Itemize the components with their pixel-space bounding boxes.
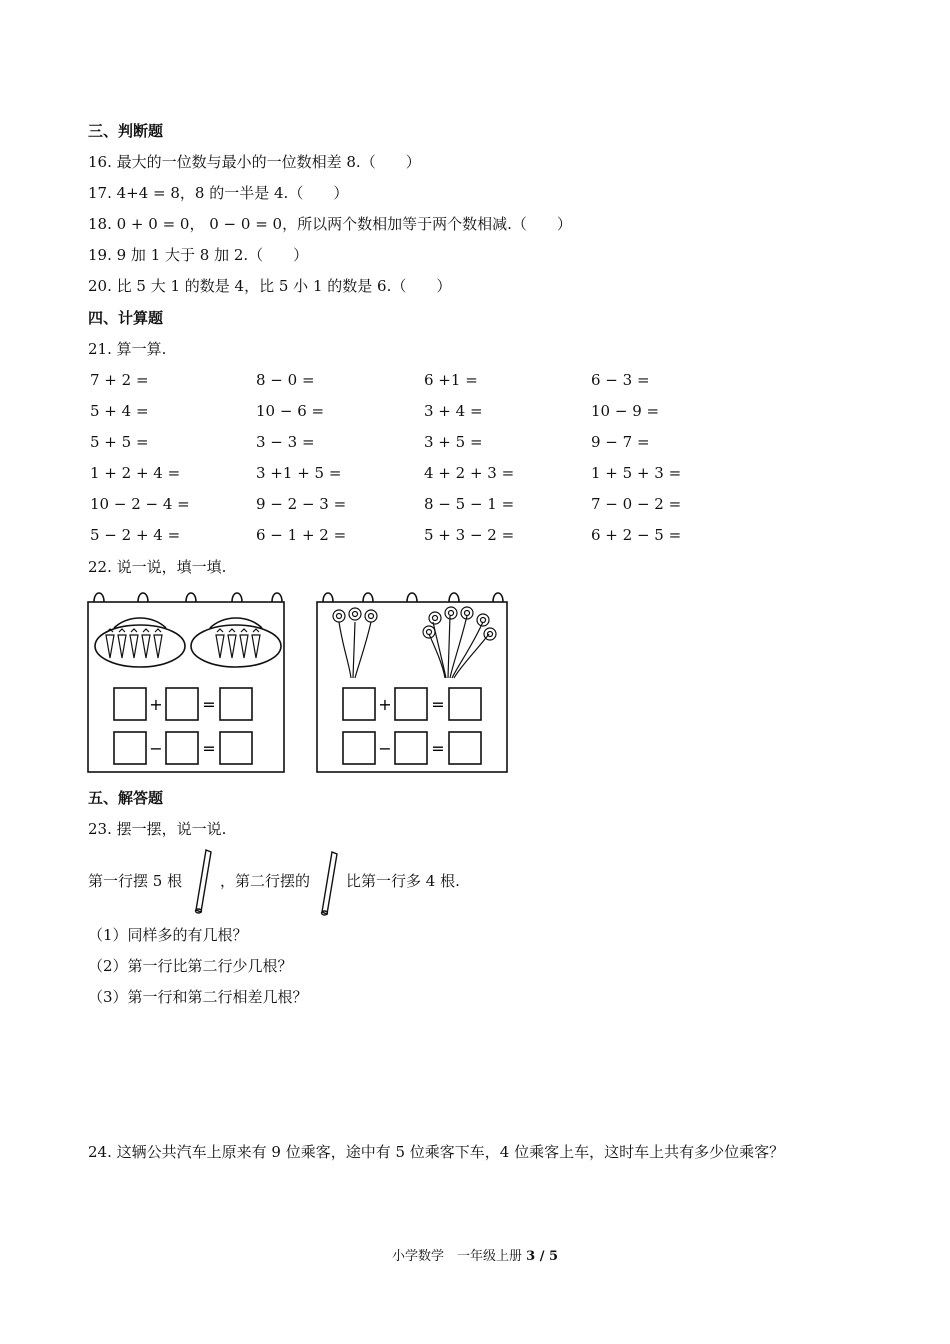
question-23-sub-3: （3）第一行和第二行相差几根？ xyxy=(88,988,308,1006)
stick-text-2: ，第二行摆的 xyxy=(220,872,311,890)
calc-item: 9 − 2 − 3 = xyxy=(256,495,347,513)
calc-item: 3 − 3 = xyxy=(256,433,315,451)
answer-box[interactable] xyxy=(220,732,252,764)
question-23-sub-2: （2）第一行比第二行少几根？ xyxy=(88,957,293,975)
equals-sign: = xyxy=(431,695,445,714)
answer-box[interactable] xyxy=(220,688,252,720)
question-19: 19. 9 加 1 大于 8 加 2.（ ） xyxy=(88,246,309,264)
stick-icon xyxy=(318,850,340,920)
answer-box[interactable] xyxy=(449,688,481,720)
calc-item: 10 − 6 = xyxy=(256,402,325,420)
minus-sign: − xyxy=(149,739,163,758)
calc-item: 3 +1 + 5 = xyxy=(256,464,342,482)
question-20: 20. 比 5 大 1 的数是 4，比 5 小 1 的数是 6.（ ） xyxy=(88,277,452,295)
plus-sign: + xyxy=(378,695,392,714)
stick-icon xyxy=(192,848,214,918)
flower-icon xyxy=(423,607,496,678)
page-number: 3 / 5 xyxy=(526,1249,559,1264)
calc-item: 10 − 2 − 4 = xyxy=(90,495,190,513)
section-title-judgement: 三、判断题 xyxy=(88,122,164,140)
answer-box[interactable] xyxy=(449,732,481,764)
calc-item: 6 − 1 + 2 = xyxy=(256,526,347,544)
question-17: 17. 4+4 = 8，8 的一半是 4.（ ） xyxy=(88,184,349,202)
calc-item: 8 − 0 = xyxy=(256,371,315,389)
answer-box[interactable] xyxy=(343,732,375,764)
calc-item: 5 + 4 = xyxy=(90,402,149,420)
equals-sign: = xyxy=(431,739,445,758)
answer-box[interactable] xyxy=(343,688,375,720)
calc-item: 6 + 2 − 5 = xyxy=(591,526,682,544)
flower-figure xyxy=(315,588,511,776)
answer-box[interactable] xyxy=(114,688,146,720)
calc-item: 6 − 3 = xyxy=(591,371,650,389)
calc-item: 4 + 2 + 3 = xyxy=(424,464,515,482)
section-title-answers: 五、解答题 xyxy=(88,789,164,807)
question-21-title: 21. 算一算. xyxy=(88,340,167,358)
stick-text-3: 比第一行多 4 根. xyxy=(346,872,460,890)
calc-item: 3 + 4 = xyxy=(424,402,483,420)
question-24: 24. 这辆公共汽车上原来有 9 位乘客，途中有 5 位乘客下车，4 位乘客上车，这时车上共有多少位乘客？ xyxy=(88,1143,785,1161)
question-22-title: 22. 说一说，填一填. xyxy=(88,558,227,576)
answer-box[interactable] xyxy=(395,688,427,720)
equals-sign: = xyxy=(202,695,216,714)
question-23-sub-1: （1）同样多的有几根？ xyxy=(88,926,248,944)
calc-item: 10 − 9 = xyxy=(591,402,660,420)
calc-item: 5 + 3 − 2 = xyxy=(424,526,515,544)
answer-box[interactable] xyxy=(166,688,198,720)
footer-text: 小学数学 一年级上册 xyxy=(391,1249,522,1264)
question-23-title: 23. 摆一摆，说一说. xyxy=(88,820,227,838)
section-title-calculation: 四、计算题 xyxy=(88,309,164,327)
calc-item: 5 − 2 + 4 = xyxy=(90,526,181,544)
calc-item: 6 +1 = xyxy=(424,371,478,389)
question-18: 18. 0 + 0 = 0， 0 − 0 = 0，所以两个数相加等于两个数相减.（ ） xyxy=(88,215,572,233)
page-footer xyxy=(0,1245,950,1264)
answer-box[interactable] xyxy=(166,732,198,764)
calc-item: 9 − 7 = xyxy=(591,433,650,451)
calc-item: 5 + 5 = xyxy=(90,433,149,451)
calc-item: 1 + 2 + 4 = xyxy=(90,464,181,482)
question-16: 16. 最大的一位数与最小的一位数相差 8.（ ） xyxy=(88,153,421,171)
calc-item: 1 + 5 + 3 = xyxy=(591,464,682,482)
plus-sign: + xyxy=(149,695,163,714)
answer-box[interactable] xyxy=(395,732,427,764)
minus-sign: − xyxy=(378,739,392,758)
calc-item: 8 − 5 − 1 = xyxy=(424,495,515,513)
flower-icon xyxy=(333,608,377,678)
answer-box[interactable] xyxy=(114,732,146,764)
carrot-figure xyxy=(86,588,286,776)
calc-item: 3 + 5 = xyxy=(424,433,483,451)
calc-item: 7 − 0 − 2 = xyxy=(591,495,682,513)
calc-item: 7 + 2 = xyxy=(90,371,149,389)
stick-text-1: 第一行摆 5 根 xyxy=(88,872,183,890)
equals-sign: = xyxy=(202,739,216,758)
